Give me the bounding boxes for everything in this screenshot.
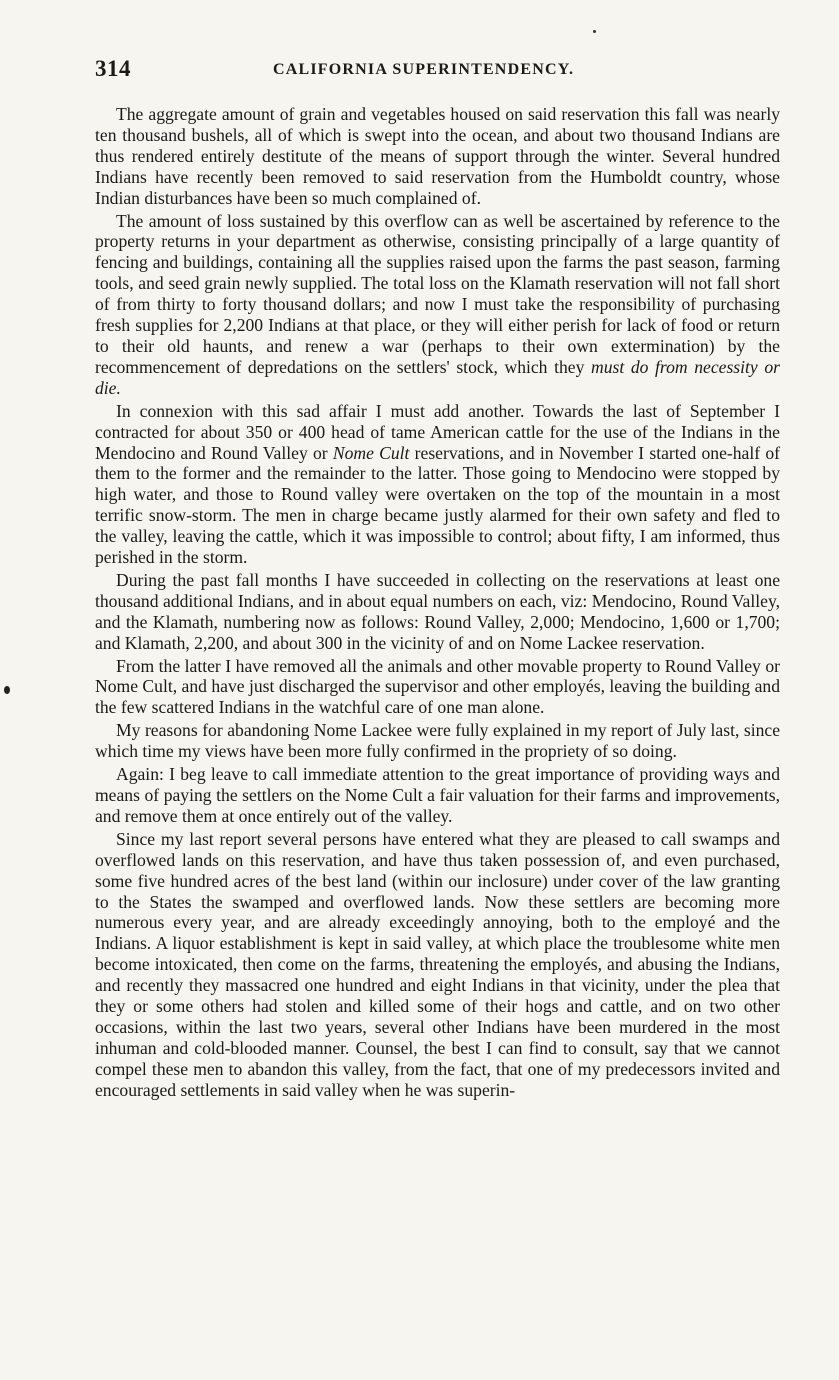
- paragraph-3-text: In connexion with this sad affair I must add another. Towards the last of September I contracted for about 350 or 400 head of tame American cattle for the use of the Indians in the Mendocino and Round Valley or: [95, 400, 780, 463]
- paragraph-2-italic: must do from necessity or die.: [95, 356, 780, 398]
- page-header: [95, 56, 785, 90]
- paragraph-3-after: reservations, and in November I started one-half of them to the former and the remainder to the latter. Those going to Mendocino were stopped by high water, and those to Round valley were overtaken on the top of the mountain in a most terrific snow-storm. The men in charge became justly alarmed for their own safety and fled to the valley, leaving the cattle, which it was impossible to control; about fifty, I am informed, thus perished in the storm.: [95, 442, 780, 568]
- paragraph-6: [95, 720, 780, 762]
- paragraph-2: [95, 211, 780, 399]
- paragraph-7-text: Again: I beg leave to call immediate attention to the great importance of providing ways and means of paying the settlers on the Nome Cult a fair valuation for their farms and improvements, and remove them at once entirely out of the valley.: [95, 764, 780, 826]
- paragraph-6-text: My reasons for abandoning Nome Lackee were fully explained in my report of July last, since which time my views have been more fully confirmed in the propriety of so doing.: [95, 720, 780, 762]
- paragraph-3: [95, 401, 780, 568]
- paragraph-8-text: Since my last report several persons have entered what they are pleased to call swamps and overflowed lands on this reservation, and have thus taken possession of, and even purchased, some five hundred acres of the best land (within our inclosure) under cover of the law granting to the States the swamped and overflowed lands. Now these settlers are becoming more numerous every year, and are already exceedingly annoying, both to the employé and the Indians. A liquor establishment is kept in said valley, at which place the troublesome white men become intoxicated, then come on the farms, threatening the employés, and abusing the Indians, and recently they massacred one hundred and eight Indians in that vicinity, under the plea that they or some others had stolen and killed some of their hogs and cattle, and on two other occasions, within the last two years, several other Indians have been murdered in the most inhuman and cold-blooded manner. Counsel, the best I can find to consult, say that we cannot compel these men to abandon this valley, from the fact, that one of my predecessors invited and encouraged settlements in said valley when he was superin-: [95, 828, 780, 1100]
- ink-speck: [4, 686, 10, 694]
- paragraph-4-text: During the past fall months I have succeeded in collecting on the reservations at least one thousand additional Indians, and in about equal numbers on each, viz: Mendocino, Round Valley, and the Klamath, numbering now as follows: Round Valley, 2,000; Mendocino, 1,600 or 1,700; and Klamath, 2,200, and about 300 in the vicinity of and on Nome Lackee reservation.: [95, 569, 780, 653]
- paragraph-7: [95, 764, 780, 827]
- paragraph-5-text: From the latter I have removed all the animals and other movable property to Round Valley or Nome Cult, and have just discharged the supervisor and other employés, leaving the building and the few scattered Indians in the watchful care of one man alone.: [95, 655, 780, 718]
- paragraph-8: [95, 829, 780, 1101]
- paragraph-2-text: The amount of loss sustained by this overflow can as well be ascertained by reference to the property returns in your department as otherwise, consisting principally of a large quantity of fencing and buildings, containing all the supplies raised upon the farms the past season, farming tools, and seed grain newly supplied. The total loss on the Klamath reservation will not fall short of from thirty to forty thousand dollars; and now I must take the responsibility of purchasing fresh supplies for 2,200 Indians at that place, or they will either perish for lack of food or return to their old haunts, and renew a war (perhaps to their own extermination) by the recommencement of depredations on the settlers' stock, which they: [95, 210, 780, 377]
- page-number: 314: [95, 56, 131, 81]
- running-head: CALIFORNIA SUPERINTENDENCY.: [273, 61, 575, 78]
- paragraph-1-text: The aggregate amount of grain and vegetables housed on said reservation this fall was nearly ten thousand bushels, all of which is swept into the ocean, and about two thousand Indians are thus rendered entirely destitute of the means of support through the winter. Several hundred Indians have recently been removed to said reservation from the Humboldt country, whose Indian disturbances have been so much complained of.: [95, 104, 780, 208]
- paragraph-1: [95, 104, 780, 209]
- body-text: [95, 104, 780, 1103]
- paragraph-4: [95, 570, 780, 654]
- paragraph-5: [95, 656, 780, 719]
- ink-speck: [593, 30, 596, 33]
- paragraph-3-italic: Nome Cult: [332, 442, 410, 463]
